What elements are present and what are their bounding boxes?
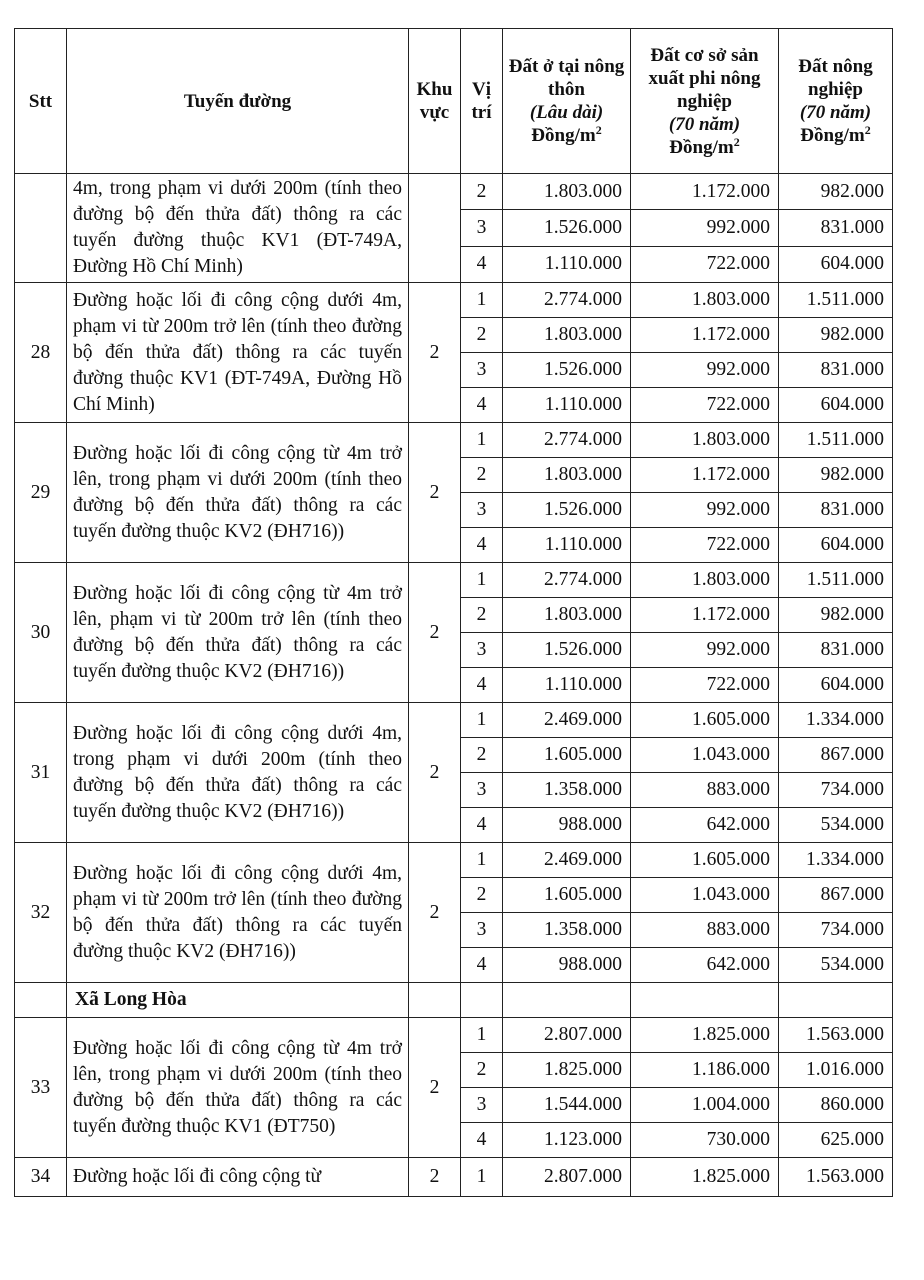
- dat-o-price: 1.110.000: [503, 388, 631, 423]
- route-cell: Đường hoặc lối đi công cộng từ 4m trở lên, trong phạm vi dưới 200m (tính theo đường bộ đến thửa đất) thông ra các tuyến đường thuộc KV1 (ĐT750): [67, 1018, 409, 1158]
- section-empty-cell: [409, 983, 461, 1018]
- dat-o-price: 1.605.000: [503, 738, 631, 773]
- dat-sx-price: 1.172.000: [631, 174, 779, 210]
- dat-nn-price: 831.000: [779, 493, 893, 528]
- dat-o-price: 988.000: [503, 948, 631, 983]
- header-dat-nn: Đất nông nghiệp (70 năm) Đồng/$m^2$: [779, 29, 893, 174]
- khu-vuc-cell: 2: [409, 843, 461, 983]
- header-khu-vuc: Khu vực: [409, 29, 461, 174]
- vi-tri-cell: 2: [461, 174, 503, 210]
- dat-o-price: 2.469.000: [503, 703, 631, 738]
- header-dat-o: Đất ở tại nông thôn (Lâu dài) Đồng/$m^2$: [503, 29, 631, 174]
- dat-sx-price: 642.000: [631, 948, 779, 983]
- dat-sx-price: 1.803.000: [631, 563, 779, 598]
- dat-nn-price: 867.000: [779, 878, 893, 913]
- header-dat-sx: Đất cơ sở sản xuất phi nông nghiệp (70 năm) Đồng/$m^2$: [631, 29, 779, 174]
- stt-cell: 33: [15, 1018, 67, 1158]
- vi-tri-cell: 1: [461, 1018, 503, 1053]
- dat-sx-price: 1.825.000: [631, 1018, 779, 1053]
- dat-sx-price: 1.172.000: [631, 458, 779, 493]
- dat-sx-price: 1.825.000: [631, 1158, 779, 1197]
- section-row: [15, 983, 893, 1018]
- dat-sx-price: 992.000: [631, 493, 779, 528]
- route-cell: Đường hoặc lối đi công cộng từ 4m trở lên, trong phạm vi dưới 200m (tính theo đường bộ đến thửa đất) thông ra các tuyến đường thuộc KV2 (ĐH716)): [67, 423, 409, 563]
- table-row: [15, 563, 893, 598]
- stt-cell: 34: [15, 1158, 67, 1197]
- dat-sx-price: 730.000: [631, 1123, 779, 1158]
- khu-vuc-cell: 2: [409, 703, 461, 843]
- dat-o-price: 2.774.000: [503, 283, 631, 318]
- dat-o-price: 1.803.000: [503, 458, 631, 493]
- dat-nn-price: 831.000: [779, 633, 893, 668]
- vi-tri-cell: 2: [461, 738, 503, 773]
- dat-nn-price: 1.334.000: [779, 843, 893, 878]
- section-empty-cell: [503, 983, 631, 1018]
- dat-o-price: 2.807.000: [503, 1018, 631, 1053]
- vi-tri-cell: 2: [461, 458, 503, 493]
- dat-o-price: 1.358.000: [503, 773, 631, 808]
- vi-tri-cell: 1: [461, 283, 503, 318]
- dat-nn-price: 982.000: [779, 318, 893, 353]
- dat-nn-price: 860.000: [779, 1088, 893, 1123]
- route-cell: Đường hoặc lối đi công cộng dưới 4m, phạm vi từ 200m trở lên (tính theo đường bộ đến thửa đất) thông ra các tuyến đường thuộc KV2 (ĐH716)): [67, 843, 409, 983]
- dat-sx-price: 722.000: [631, 528, 779, 563]
- header-stt: Stt: [15, 29, 67, 174]
- dat-o-price: 1.526.000: [503, 633, 631, 668]
- dat-sx-price: 1.172.000: [631, 598, 779, 633]
- dat-o-price: 2.807.000: [503, 1158, 631, 1197]
- vi-tri-cell: 4: [461, 948, 503, 983]
- vi-tri-cell: 3: [461, 353, 503, 388]
- dat-sx-price: 722.000: [631, 246, 779, 282]
- header-route: Tuyến đường: [67, 29, 409, 174]
- dat-nn-price: 982.000: [779, 598, 893, 633]
- dat-o-price: 1.110.000: [503, 528, 631, 563]
- dat-sx-price: 1.803.000: [631, 283, 779, 318]
- stt-cell: 32: [15, 843, 67, 983]
- dat-nn-price: 831.000: [779, 210, 893, 246]
- dat-nn-price: 604.000: [779, 388, 893, 423]
- dat-o-price: 1.123.000: [503, 1123, 631, 1158]
- vi-tri-cell: 3: [461, 773, 503, 808]
- dat-sx-price: 1.803.000: [631, 423, 779, 458]
- khu-vuc-cell: 2: [409, 1018, 461, 1158]
- vi-tri-cell: 1: [461, 563, 503, 598]
- dat-sx-price: 1.043.000: [631, 738, 779, 773]
- dat-nn-price: 604.000: [779, 528, 893, 563]
- stt-cell: [15, 174, 67, 283]
- dat-o-price: 2.469.000: [503, 843, 631, 878]
- route-cell: Đường hoặc lối đi công cộng dưới 4m, trong phạm vi dưới 200m (tính theo đường bộ đến thửa đất) thông ra các tuyến đường thuộc KV2 (ĐH716)): [67, 703, 409, 843]
- land-price-table: [14, 28, 893, 1197]
- dat-o-price: 1.526.000: [503, 210, 631, 246]
- section-empty-cell: [461, 983, 503, 1018]
- dat-sx-price: 722.000: [631, 388, 779, 423]
- vi-tri-cell: 4: [461, 388, 503, 423]
- khu-vuc-cell: [409, 174, 461, 283]
- vi-tri-cell: 1: [461, 703, 503, 738]
- vi-tri-cell: 2: [461, 1053, 503, 1088]
- table-body: [15, 174, 893, 1197]
- vi-tri-cell: 4: [461, 668, 503, 703]
- khu-vuc-cell: 2: [409, 423, 461, 563]
- header-row: [15, 29, 893, 174]
- dat-sx-price: 992.000: [631, 353, 779, 388]
- dat-nn-price: 625.000: [779, 1123, 893, 1158]
- dat-sx-price: 722.000: [631, 668, 779, 703]
- vi-tri-cell: 3: [461, 633, 503, 668]
- vi-tri-cell: 4: [461, 808, 503, 843]
- dat-o-price: 1.803.000: [503, 598, 631, 633]
- dat-sx-price: 883.000: [631, 913, 779, 948]
- dat-sx-price: 1.605.000: [631, 843, 779, 878]
- dat-o-price: 1.825.000: [503, 1053, 631, 1088]
- dat-nn-price: 734.000: [779, 773, 893, 808]
- section-stt-cell: [15, 983, 67, 1018]
- table-row: [15, 283, 893, 318]
- dat-sx-price: 992.000: [631, 210, 779, 246]
- dat-nn-price: 1.563.000: [779, 1018, 893, 1053]
- dat-sx-price: 992.000: [631, 633, 779, 668]
- table-row: [15, 1018, 893, 1053]
- dat-nn-price: 534.000: [779, 948, 893, 983]
- dat-nn-price: 1.511.000: [779, 563, 893, 598]
- dat-o-price: 988.000: [503, 808, 631, 843]
- section-empty-cell: [779, 983, 893, 1018]
- route-cell: Đường hoặc lối đi công cộng từ: [67, 1158, 409, 1197]
- dat-o-price: 1.803.000: [503, 174, 631, 210]
- dat-sx-price: 642.000: [631, 808, 779, 843]
- dat-nn-price: 1.511.000: [779, 423, 893, 458]
- dat-sx-price: 883.000: [631, 773, 779, 808]
- dat-o-price: 1.526.000: [503, 493, 631, 528]
- vi-tri-cell: 1: [461, 843, 503, 878]
- stt-cell: 28: [15, 283, 67, 423]
- section-label: Xã Long Hòa: [67, 983, 409, 1018]
- dat-nn-price: 831.000: [779, 353, 893, 388]
- stt-cell: 29: [15, 423, 67, 563]
- dat-nn-price: 1.563.000: [779, 1158, 893, 1197]
- stt-cell: 31: [15, 703, 67, 843]
- dat-nn-price: 1.016.000: [779, 1053, 893, 1088]
- route-cell: 4m, trong phạm vi dưới 200m (tính theo đường bộ đến thửa đất) thông ra các tuyến đường thuộc KV1 (ĐT-749A, Đường Hồ Chí Minh): [67, 174, 409, 283]
- dat-o-price: 1.110.000: [503, 668, 631, 703]
- vi-tri-cell: 4: [461, 1123, 503, 1158]
- header-vi-tri: Vị trí: [461, 29, 503, 174]
- dat-o-price: 1.544.000: [503, 1088, 631, 1123]
- dat-sx-price: 1.043.000: [631, 878, 779, 913]
- table-row: [15, 1158, 893, 1197]
- vi-tri-cell: 2: [461, 598, 503, 633]
- vi-tri-cell: 2: [461, 878, 503, 913]
- vi-tri-cell: 4: [461, 528, 503, 563]
- dat-sx-price: 1.172.000: [631, 318, 779, 353]
- dat-nn-price: 867.000: [779, 738, 893, 773]
- table-row: [15, 174, 893, 210]
- dat-o-price: 2.774.000: [503, 563, 631, 598]
- dat-nn-price: 982.000: [779, 458, 893, 493]
- table-row: [15, 423, 893, 458]
- route-cell: Đường hoặc lối đi công cộng từ 4m trở lên, phạm vi từ 200m trở lên (tính theo đường bộ đến thửa đất) thông ra các tuyến đường thuộc KV2 (ĐH716)): [67, 563, 409, 703]
- khu-vuc-cell: 2: [409, 283, 461, 423]
- route-cell: Đường hoặc lối đi công cộng dưới 4m, phạm vi từ 200m trở lên (tính theo đường bộ đến thửa đất) thông ra các tuyến đường thuộc KV1 (ĐT-749A, Đường Hồ Chí Minh): [67, 283, 409, 423]
- dat-nn-price: 1.511.000: [779, 283, 893, 318]
- stt-cell: 30: [15, 563, 67, 703]
- dat-nn-price: 982.000: [779, 174, 893, 210]
- dat-sx-price: 1.004.000: [631, 1088, 779, 1123]
- table-row: [15, 703, 893, 738]
- vi-tri-cell: 3: [461, 913, 503, 948]
- dat-nn-price: 1.334.000: [779, 703, 893, 738]
- dat-nn-price: 604.000: [779, 668, 893, 703]
- khu-vuc-cell: 2: [409, 1158, 461, 1197]
- dat-sx-price: 1.186.000: [631, 1053, 779, 1088]
- dat-o-price: 1.110.000: [503, 246, 631, 282]
- dat-nn-price: 604.000: [779, 246, 893, 282]
- vi-tri-cell: 4: [461, 246, 503, 282]
- dat-o-price: 2.774.000: [503, 423, 631, 458]
- vi-tri-cell: 1: [461, 423, 503, 458]
- vi-tri-cell: 3: [461, 210, 503, 246]
- vi-tri-cell: 2: [461, 318, 503, 353]
- section-empty-cell: [631, 983, 779, 1018]
- vi-tri-cell: 3: [461, 1088, 503, 1123]
- dat-o-price: 1.358.000: [503, 913, 631, 948]
- dat-nn-price: 734.000: [779, 913, 893, 948]
- dat-sx-price: 1.605.000: [631, 703, 779, 738]
- dat-o-price: 1.605.000: [503, 878, 631, 913]
- dat-o-price: 1.803.000: [503, 318, 631, 353]
- dat-nn-price: 534.000: [779, 808, 893, 843]
- vi-tri-cell: 1: [461, 1158, 503, 1197]
- page-number: [452, 0, 472, 10]
- table-row: [15, 843, 893, 878]
- dat-o-price: 1.526.000: [503, 353, 631, 388]
- vi-tri-cell: 3: [461, 493, 503, 528]
- khu-vuc-cell: 2: [409, 563, 461, 703]
